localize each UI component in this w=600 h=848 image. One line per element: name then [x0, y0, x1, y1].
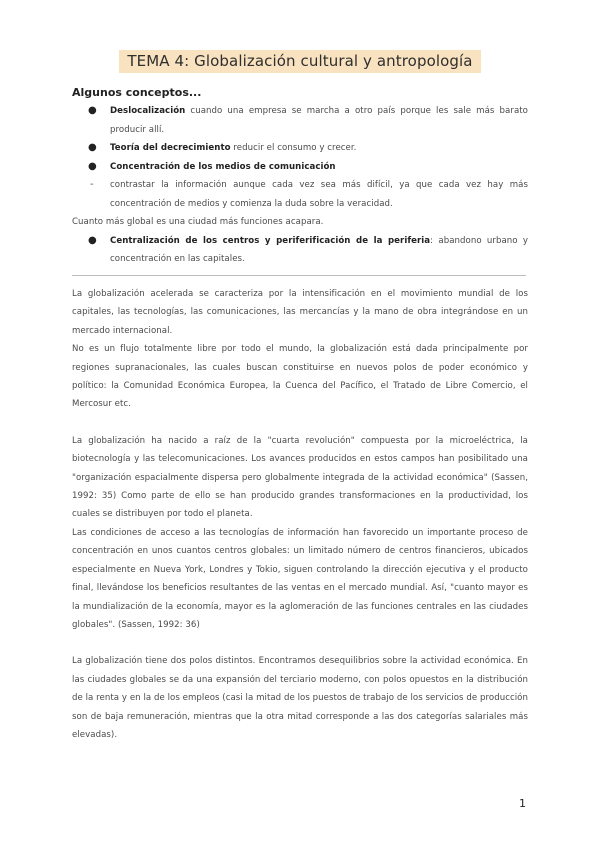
page-title: TEMA 4: Globalización cultural y antropología [119, 50, 480, 73]
bullet-icon: ● [88, 234, 97, 246]
concept-term: Concentración de los medios de comunicación [110, 161, 336, 172]
list-item [72, 232, 528, 269]
paragraph: No es un flujo totalmente libre por todo el mundo, la globalización está dada principalmente por regiones supranacionales, las cuales buscan constituirse en nuevos polos de poder económico y político: la Comunidad Económica Europea, la Cuenca del Pacífico, el Tratado de Libre Comercio, el Mercosur etc. [72, 344, 528, 410]
paragraph: Las condiciones de acceso a las tecnologías de información han favorecido un importante proceso de concentración en unos cuantos centros globales: un limitado número de centros financieros, ubicados especialmente en Nueva York, Londres y Tokio, siguen controlando la dirección ejecutiva y el producto final, llevándose los beneficios resultantes de las ventas en el mercado mundial. Así, "cuanto mayor es la mundialización de la economía, mayor es la aglomeración de las funciones centrales en las ciudades globales". (Sassen, 1992: 36) [72, 527, 528, 630]
concept-term: Deslocalización [110, 106, 186, 116]
dash-item-text: contrastar la información aunque cada vez sea más difícil, ya que cada vez hay más concentración de medios y comienza la duda sobre la veracidad. [110, 180, 528, 209]
section-heading: Algunos conceptos... [72, 86, 202, 99]
concept-term: Teoría del decrecimiento [110, 143, 231, 153]
list-item [72, 102, 528, 139]
bullet-icon: ● [88, 105, 97, 116]
title-block [0, 50, 600, 73]
concepts-list-b [72, 232, 528, 269]
paragraph: La globalización tiene dos polos distintos. Encontramos desequilibrios sobre la actividad económica. En las ciudades globales se da una expansión del terciario moderno, con polos opuestos en la distribución de la renta y en la de los empleos (casi la mitad de los puestos de trabajo de los servicios de producción son de baja remuneración, mientras que la otra mitad corresponde a las dos categorías salariales más elevadas). [72, 656, 528, 740]
bullet-icon: ● [88, 142, 97, 153]
concept-term: Centralización de los centros y periferificación de la periferia [110, 235, 431, 246]
concept-text: : abandono urbano y concentración en las capitales. [110, 235, 529, 264]
horizontal-divider [72, 275, 526, 276]
paragraph-gap [72, 414, 528, 432]
paragraph: La globalización ha nacido a raíz de la "cuarta revolución" compuesta por la microeléctrica, la biotecnología y las telecomunicaciones. Los avances producidos en estos campos han posibilitado una "organización espacialmente dispersa pero globalmente integrada de la actividad económica" (Sassen, 1992: 35) Como parte de ello se han producido grandes transformaciones en la productividad, los cuales se distribuyen por todo el planeta. [72, 435, 528, 520]
list-item [72, 139, 528, 158]
concept-text: cuando una empresa se marcha a otro país porque les sale más barato producir allí. [110, 106, 528, 135]
bullet-icon: ● [88, 160, 97, 172]
concept-text: reducir el consumo y crecer. [230, 143, 357, 153]
body-text [72, 285, 528, 744]
paragraph-gap [72, 634, 528, 652]
global-city-line: Cuanto más global es una ciudad más funciones acapara. [72, 217, 324, 227]
page-number: 1 [519, 797, 526, 810]
concepts-list [72, 102, 528, 213]
dash-icon: - [90, 179, 94, 190]
concepts-section [72, 102, 528, 269]
list-item [72, 176, 528, 213]
list-item [72, 158, 528, 177]
paragraph: La globalización acelerada se caracteriza por la intensificación en el movimiento mundial de los capitales, las tecnologías, las comunicaciones, las mercancías y la mano de obra integrándose en un mercado internacional. [72, 289, 528, 336]
